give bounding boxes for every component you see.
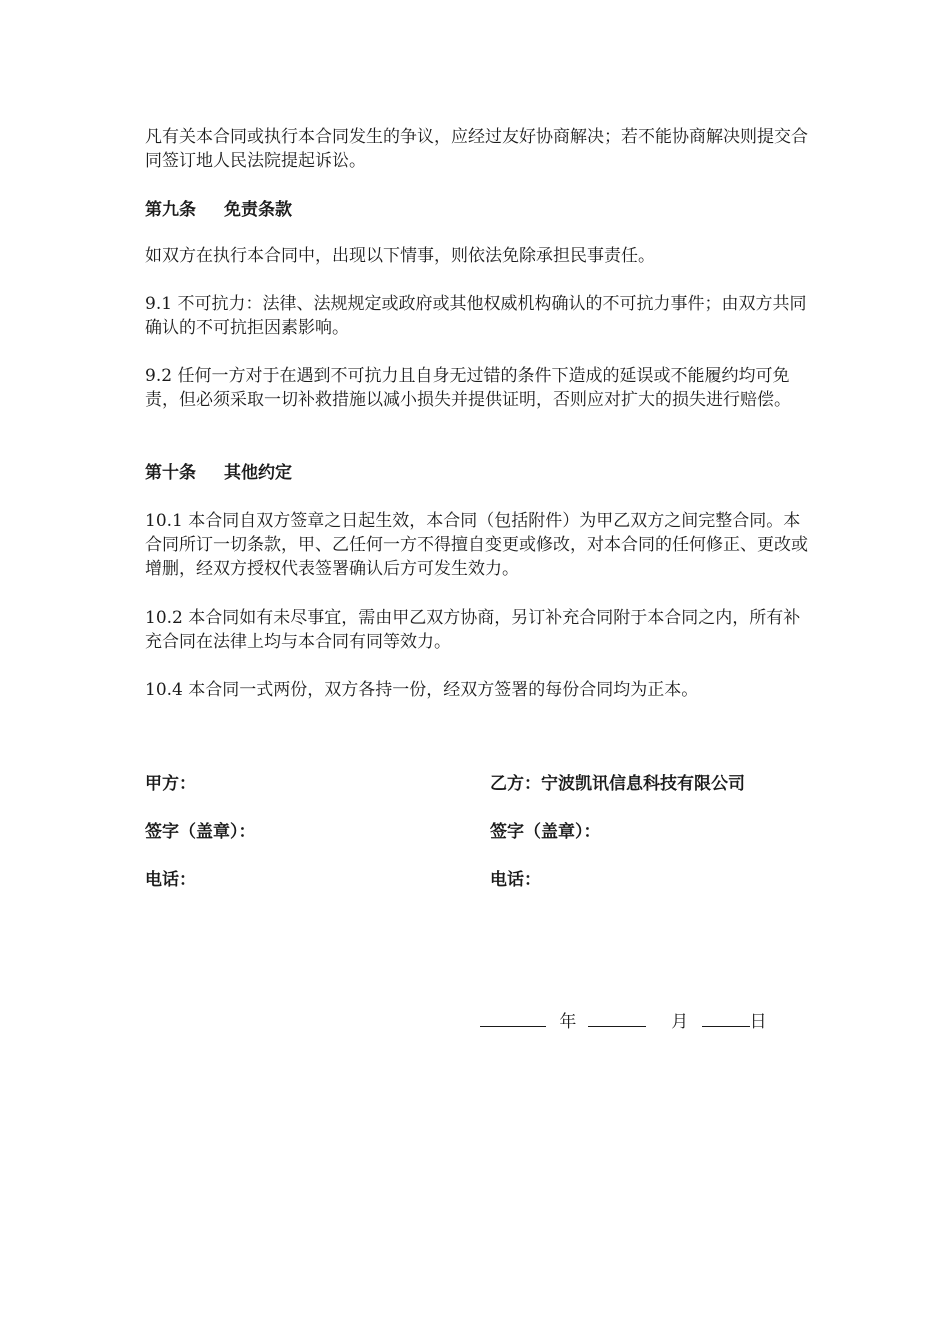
dispute-paragraph: 凡有关本合同或执行本合同发生的争议，应经过友好协商解决；若不能协商解决则提交合同签订地人民法院提起诉讼。 (145, 127, 808, 171)
exemption-intro-paragraph: 如双方在执行本合同中，出现以下情事，则依法免除承担民事责任。 (145, 246, 655, 266)
year-label: 年 (559, 1012, 577, 1032)
clause-10-4-paragraph: 10.4 本合同一式两份，双方各持一份，经双方签署的每份合同均为正本。 (145, 680, 699, 700)
party-b-signature-label: 签字（盖章）： (490, 822, 601, 842)
party-a-label: 甲方： (145, 774, 196, 794)
day-blank (702, 1008, 750, 1027)
party-a-phone-label: 电话： (145, 870, 196, 890)
day-label: 日 (749, 1012, 767, 1032)
signing-date-line (480, 1008, 767, 1034)
article-9-title: 免责条款 (224, 200, 292, 220)
article-9-number: 第九条 (145, 200, 196, 220)
clause-9-1-paragraph: 9.1 不可抗力：法律、法规规定或政府或其他权威机构确认的不可抗力事件；由双方共同确认的不可抗拒因素影响。 (145, 294, 807, 338)
article-10-title: 其他约定 (224, 463, 292, 483)
month-label: 月 (671, 1012, 689, 1032)
clause-10-1-paragraph: 10.1 本合同自双方签章之日起生效，本合同（包括附件）为甲乙双方之间完整合同。本合同所订一切条款，甲、乙任何一方不得擅自变更或修改，对本合同的任何修正、更改或增删，经双方授权代表签署确认后方可发生效力。 (145, 511, 808, 579)
clause-10-2-paragraph: 10.2 本合同如有未尽事宜，需由甲乙双方协商，另订补充合同附于本合同之内，所有补充合同在法律上均与本合同有同等效力。 (145, 608, 801, 652)
party-b-phone-label: 电话： (490, 870, 541, 890)
month-blank (588, 1008, 646, 1027)
party-b-label: 乙方：宁波凯讯信息科技有限公司 (490, 774, 745, 794)
article-10-number: 第十条 (145, 463, 196, 483)
article-9-heading (145, 198, 292, 222)
clause-9-2-paragraph: 9.2 任何一方对于在遇到不可抗力且自身无过错的条件下造成的延误或不能履约均可免责，但必须采取一切补救措施以减小损失并提供证明，否则应对扩大的损失进行赔偿。 (145, 366, 791, 410)
party-a-signature-label: 签字（盖章）： (145, 822, 256, 842)
article-10-heading (145, 461, 292, 485)
year-blank (480, 1008, 546, 1027)
